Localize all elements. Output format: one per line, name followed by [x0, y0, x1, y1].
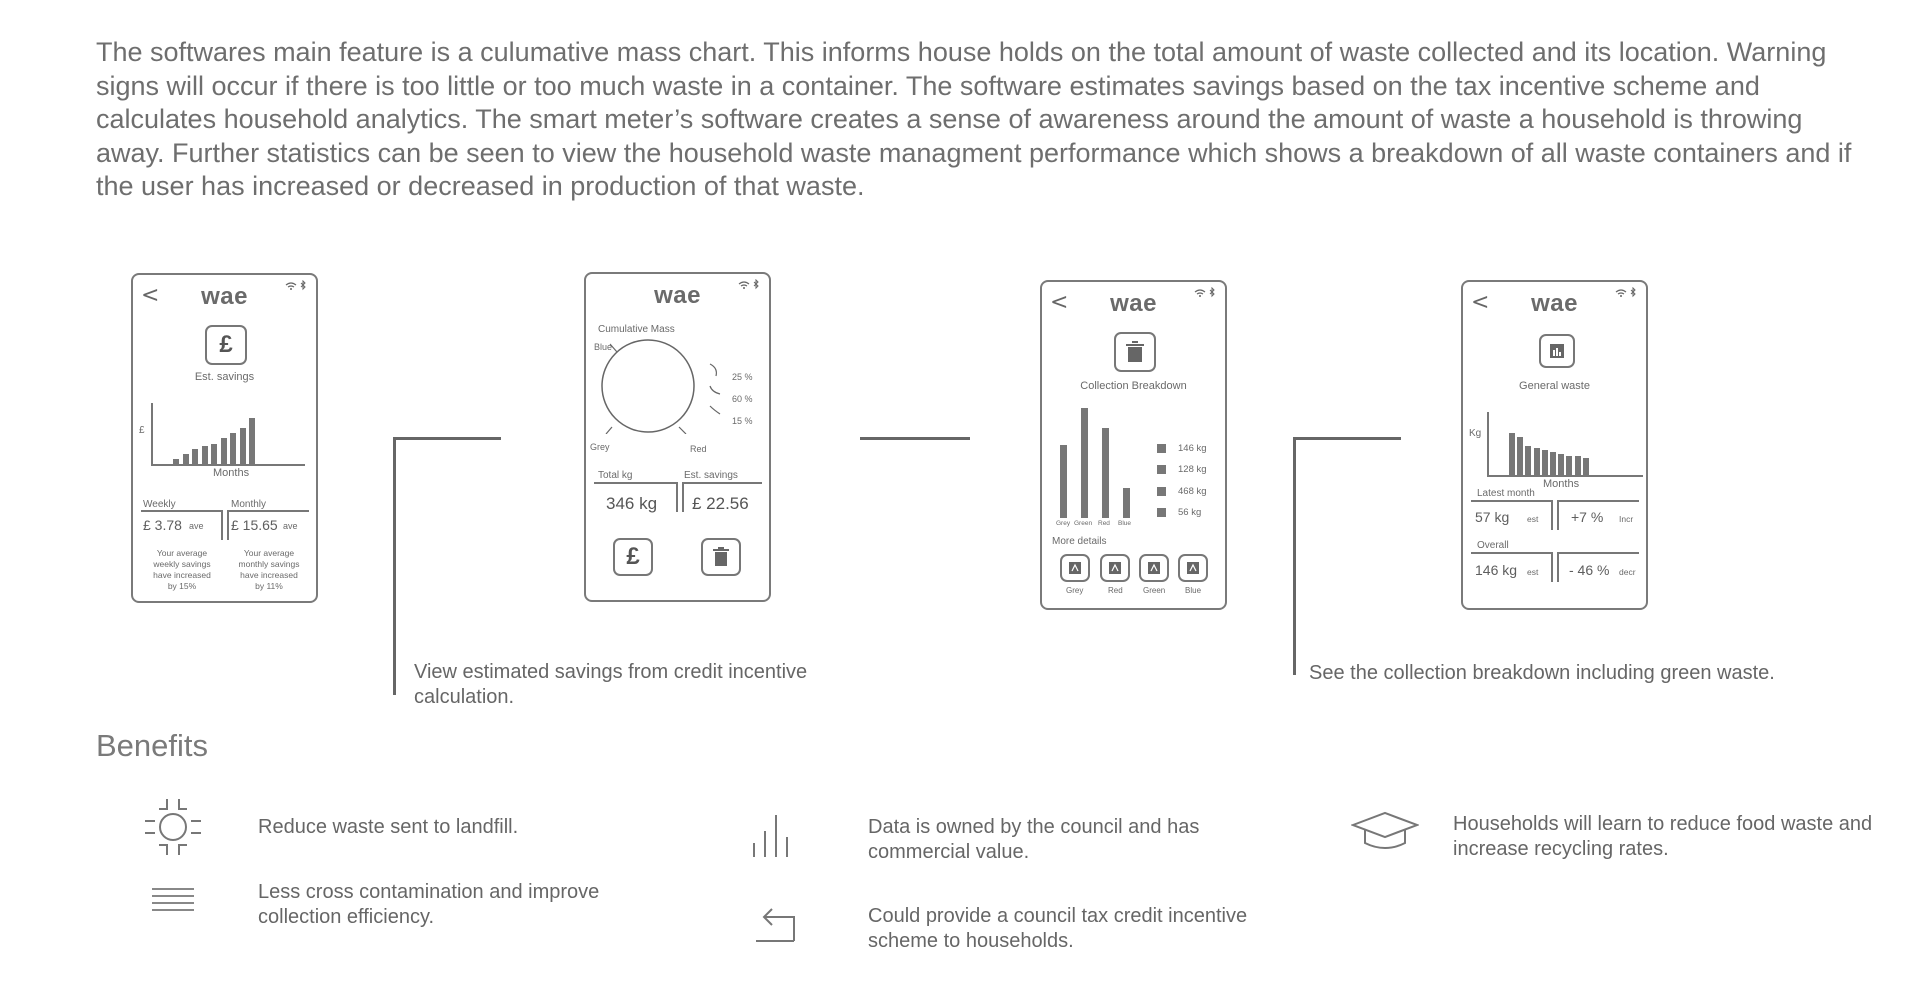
overall-change: - 46 % — [1569, 562, 1610, 578]
benefit-text-1: Reduce waste sent to landfill. — [258, 816, 519, 838]
back-icon[interactable]: < — [1471, 290, 1490, 315]
divider — [141, 510, 223, 512]
bar-label-green: Green — [1074, 520, 1093, 527]
chart-bar — [202, 446, 208, 464]
weekly-value: £ 3.78 — [143, 517, 182, 533]
phone-screen-general-waste — [1461, 280, 1648, 610]
x-axis — [151, 464, 305, 466]
divider — [682, 482, 684, 512]
overall-unit: est — [1527, 567, 1539, 577]
chart-bar — [1509, 433, 1515, 475]
back-icon[interactable]: < — [1050, 290, 1069, 315]
graduation-cap-icon — [1351, 811, 1419, 853]
sun-icon — [143, 797, 203, 857]
divider — [227, 510, 229, 540]
x-axis — [1487, 475, 1643, 477]
divider — [682, 482, 762, 484]
cumulative-title: Cumulative Mass — [598, 324, 675, 335]
x-axis-label: Months — [1543, 478, 1580, 490]
y-axis — [151, 403, 153, 465]
latest-change: +7 % — [1571, 509, 1604, 525]
chart-bar — [1102, 428, 1109, 518]
app-logo: wae — [654, 282, 701, 309]
more-details-label: More details — [1052, 536, 1107, 547]
benefit-text-4: Could provide a council tax credit incentive scheme to households. — [868, 905, 1248, 952]
divider — [1471, 552, 1553, 554]
label-grey: Grey — [590, 442, 610, 452]
savings-value: £ 22.56 — [692, 494, 749, 513]
connector-line — [1293, 437, 1401, 440]
chart-bar — [230, 433, 236, 464]
chart-bar — [240, 428, 246, 464]
general-waste-title: General waste — [1519, 380, 1590, 392]
chart-bar — [1542, 450, 1548, 475]
chart-bar — [1558, 454, 1564, 475]
benefit-text-3: Data is owned by the council and has commercial value. — [868, 816, 1200, 863]
weekly-label: Weekly — [143, 499, 176, 510]
bar-label-grey: Grey — [1056, 520, 1071, 527]
bin-icon — [1187, 562, 1199, 574]
legend-value: 468 kg — [1178, 486, 1207, 497]
bin-icon — [1148, 562, 1160, 574]
chart-bar — [1534, 448, 1540, 475]
divider — [676, 482, 678, 512]
latest-unit: est — [1527, 514, 1539, 524]
x-axis-label: Months — [213, 467, 250, 479]
phone-screen-savings — [131, 273, 318, 603]
blue-details-button[interactable] — [1178, 554, 1208, 582]
lines-icon — [150, 886, 196, 916]
legend-swatch — [1157, 465, 1166, 474]
green-details-button[interactable] — [1139, 554, 1169, 582]
legend-swatch — [1157, 444, 1166, 453]
y-axis-label: £ — [139, 425, 145, 436]
bar-chart-icon — [750, 813, 792, 859]
chart-bar — [1123, 488, 1130, 518]
y-axis — [1487, 412, 1489, 476]
chart-bar — [1525, 446, 1531, 475]
divider — [1559, 500, 1639, 502]
savings-title: Est. savings — [194, 371, 255, 383]
wifi-bluetooth-icon — [737, 279, 761, 291]
weekly-unit: ave — [189, 521, 204, 531]
legend-swatch — [1157, 487, 1166, 496]
divider — [594, 482, 678, 484]
chart-bar — [211, 444, 217, 464]
status-icons — [1193, 287, 1217, 302]
intro-paragraph: The softwares main feature is a culumative mass chart. This informs house holds on the total amount of waste collected and its location. Warning signs will occur if there is too little or too much waste in a container. The software estimates savings based on the tax incentive scheme and calculates household analytics. The smart meter’s software creates a sense of awareness around the amount of waste a household is throwing away. Further statistics can be seen to view the household waste managment performance which shows a breakdown of all waste containers and if the user has increased or decreased in production of that waste. — [96, 37, 1852, 201]
grey-details-button[interactable] — [1060, 554, 1090, 582]
app-logo: wae — [1110, 290, 1157, 317]
monthly-unit: ave — [283, 521, 298, 531]
benefit-text-2: Less cross contamination and improve collection efficiency. — [258, 881, 600, 928]
chart-bar — [192, 449, 198, 464]
overall-change-unit: decr — [1619, 567, 1636, 577]
overall-label: Overall — [1477, 540, 1509, 551]
bar-chart-icon[interactable] — [1539, 334, 1575, 368]
bin-icon — [1109, 562, 1121, 574]
legend-value: 56 kg — [1178, 507, 1202, 518]
status-icons — [1614, 287, 1638, 302]
divider — [1557, 552, 1559, 582]
breakdown-title: Collection Breakdown — [1080, 380, 1187, 392]
back-icon[interactable]: < — [141, 283, 160, 308]
connector-line — [393, 437, 396, 695]
phone-screen-cumulative — [584, 272, 771, 602]
chart-bar — [221, 438, 227, 464]
latest-month-label: Latest month — [1477, 488, 1535, 499]
button-label-green: Green — [1143, 586, 1166, 595]
latest-value: 57 kg — [1475, 509, 1510, 525]
return-arrow-icon — [754, 905, 802, 943]
divider — [1471, 500, 1553, 502]
status-icons — [284, 280, 308, 295]
divider — [1551, 552, 1553, 582]
pound-icon[interactable]: £ — [205, 325, 247, 365]
red-details-button[interactable] — [1100, 554, 1130, 582]
benefit-text-5: Households will learn to reduce food waste and increase recycling rates. — [1453, 813, 1873, 860]
trash-icon[interactable] — [701, 538, 741, 576]
percent-1: 25 % — [732, 372, 753, 382]
connector-line — [860, 437, 970, 440]
total-label: Total kg — [598, 470, 633, 481]
chart-bar — [173, 459, 179, 464]
percent-2: 60 % — [732, 394, 753, 404]
wifi-bluetooth-icon — [1193, 287, 1217, 299]
label-red: Red — [690, 444, 707, 454]
divider — [229, 510, 309, 512]
legend-value: 128 kg — [1178, 464, 1207, 475]
benefits-title: Benefits — [96, 728, 209, 763]
connector-line — [1293, 437, 1296, 675]
wifi-bluetooth-icon — [284, 280, 308, 292]
label-blue: Blue — [594, 342, 613, 352]
app-logo: wae — [1531, 290, 1578, 317]
percent-3: 15 % — [732, 416, 753, 426]
savings-caption: View estimated savings from credit incentive calculation. — [414, 661, 808, 708]
app-logo: wae — [201, 283, 248, 310]
overall-value: 146 kg — [1475, 562, 1518, 578]
weekly-note: Your average weekly savings have increased by 15% — [153, 548, 211, 591]
chart-bar — [1081, 408, 1088, 518]
total-value: 346 kg — [606, 494, 658, 513]
pound-icon[interactable]: £ — [613, 538, 653, 576]
button-label-grey: Grey — [1066, 586, 1084, 595]
status-icons — [737, 279, 761, 294]
breakdown-caption: See the collection breakdown including green waste. — [1309, 662, 1775, 684]
legend-value: 146 kg — [1178, 443, 1207, 454]
divider — [1557, 500, 1559, 530]
divider — [1559, 552, 1639, 554]
bar-label-red: Red — [1098, 520, 1110, 527]
chart-bar — [1550, 452, 1556, 475]
latest-change-unit: Incr — [1619, 514, 1634, 524]
chart-bar — [1575, 456, 1581, 475]
chart-bar — [249, 418, 255, 464]
divider — [1551, 500, 1553, 530]
monthly-label: Monthly — [231, 499, 267, 510]
savings-label: Est. savings — [684, 470, 738, 481]
chart-bar — [1566, 456, 1572, 475]
connector-line — [393, 437, 501, 440]
chart-bar — [1583, 458, 1589, 475]
monthly-value: £ 15.65 — [231, 517, 278, 533]
trash-icon[interactable] — [1114, 332, 1156, 372]
divider — [221, 510, 223, 540]
wifi-bluetooth-icon — [1614, 287, 1638, 299]
button-label-red: Red — [1108, 586, 1123, 595]
chart-bar — [1060, 445, 1067, 518]
monthly-note: Your average monthly savings have increased by 11% — [238, 548, 300, 591]
chart-bar — [183, 454, 189, 464]
phone-screen-breakdown — [1040, 280, 1227, 610]
bin-icon — [1069, 562, 1081, 574]
button-label-blue: Blue — [1185, 586, 1202, 595]
y-axis-label: Kg — [1469, 428, 1482, 439]
legend-swatch — [1157, 508, 1166, 517]
bar-label-blue: Blue — [1118, 520, 1132, 527]
chart-bar — [1517, 437, 1523, 475]
